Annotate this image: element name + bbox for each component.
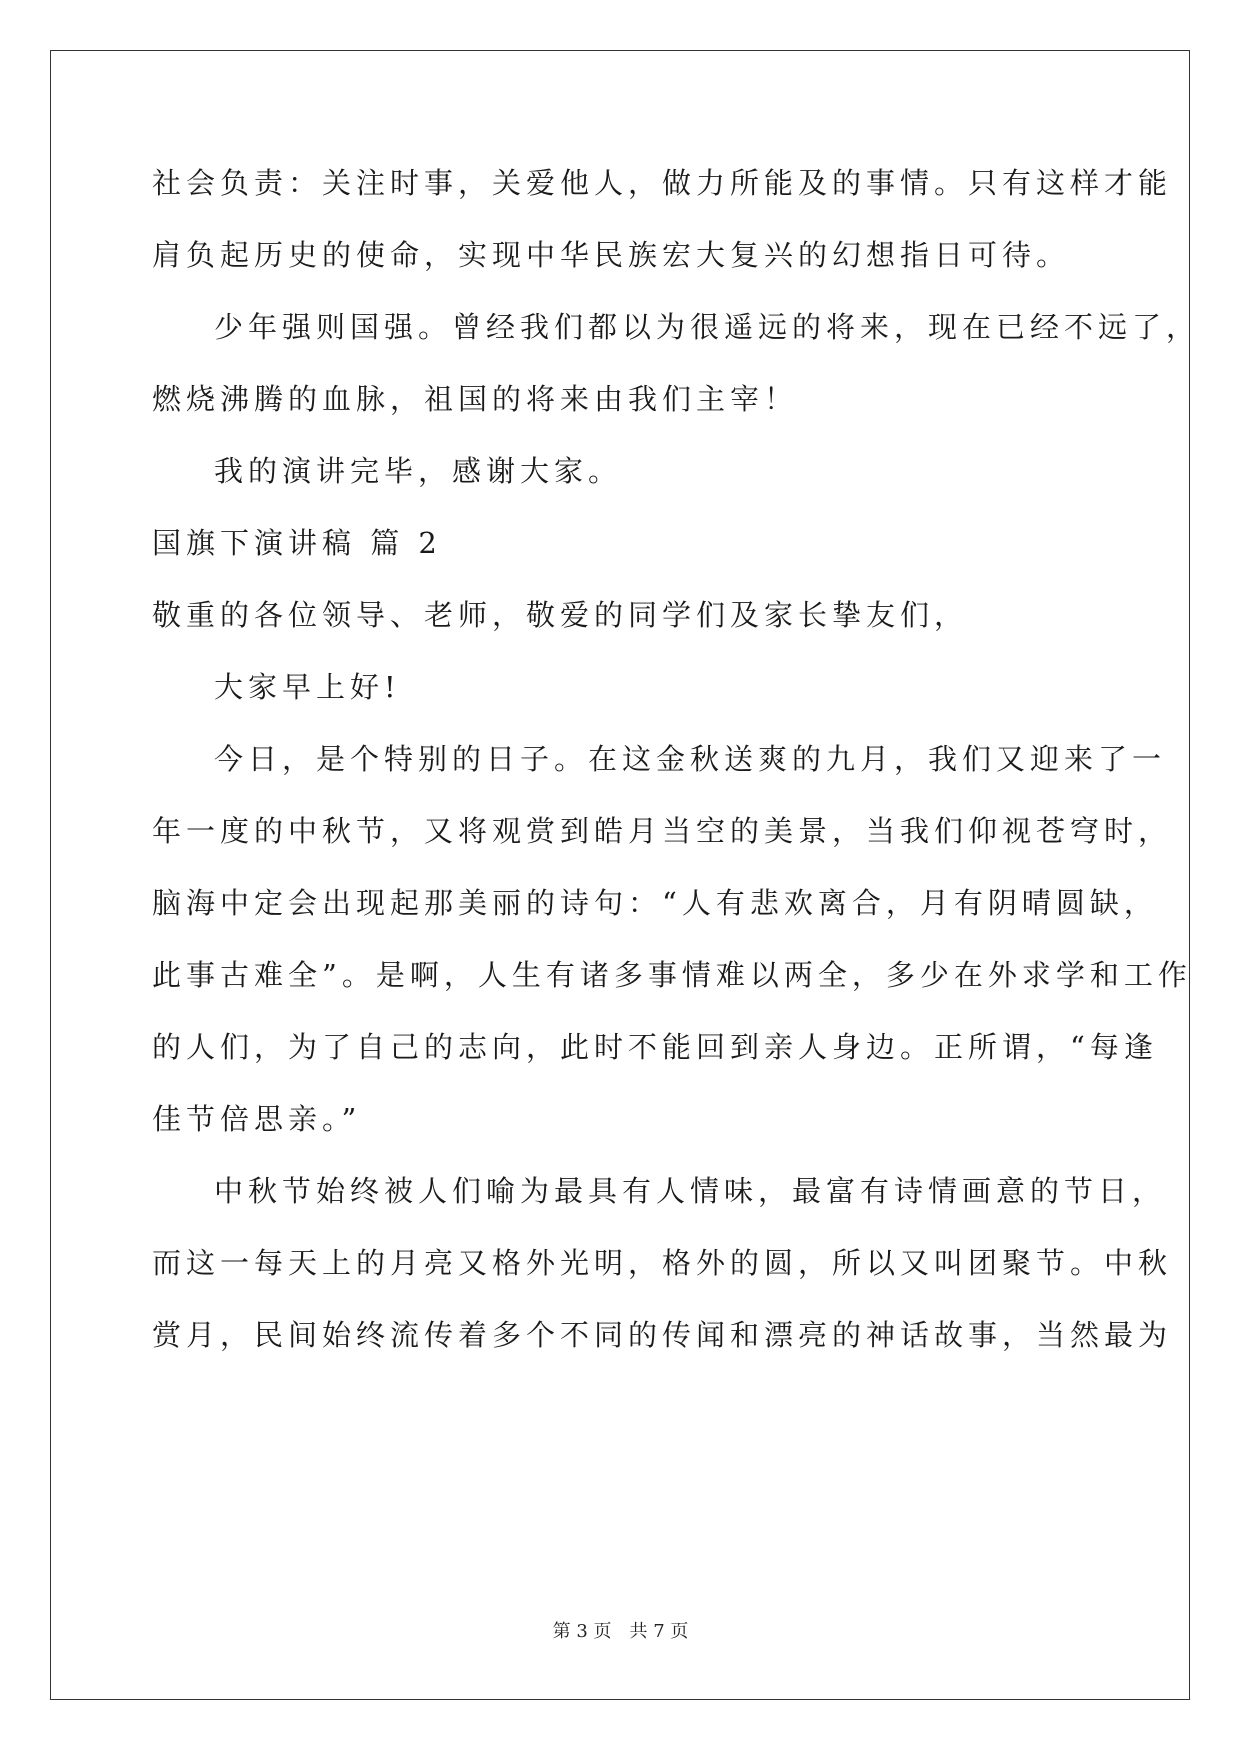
paragraph-line: 赏月，民间始终流传着多个不同的传闻和漂亮的神话故事，当然最为 — [152, 1318, 1173, 1352]
paragraph-line: 而这一每天上的月亮又格外光明，格外的圆，所以又叫团聚节。中秋 — [152, 1246, 1173, 1280]
paragraph-line: 佳节倍思亲。” — [152, 1102, 362, 1136]
salutation: 敬重的各位领导、老师，敬爱的同学们及家长挚友们， — [152, 598, 969, 632]
paragraph-line: 少年强则国强。曾经我们都以为很遥远的将来，现在已经不远了， — [214, 310, 1201, 344]
paragraph-line: 社会负责：关注时事，关爱他人，做力所能及的事情。只有这样才能 — [152, 166, 1173, 200]
paragraph-line: 肩负起历史的使命，实现中华民族宏大复兴的幻想指日可待。 — [152, 238, 1071, 272]
paragraph-line: 今日，是个特别的日子。在这金秋送爽的九月，我们又迎来了一 — [214, 742, 1167, 776]
paragraph-line: 脑海中定会出现起那美丽的诗句：“人有悲欢离合，月有阴晴圆缺， — [152, 886, 1158, 920]
paragraph-line: 我的演讲完毕，感谢大家。 — [214, 454, 623, 488]
greeting: 大家早上好! — [214, 670, 401, 704]
paragraph-line: 燃烧沸腾的血脉，祖国的将来由我们主宰！ — [152, 382, 799, 416]
page-border — [50, 50, 1190, 1700]
paragraph-line: 此事古难全”。是啊，人生有诸多事情难以两全，多少在外求学和工作 — [152, 958, 1192, 992]
section-heading: 国旗下演讲稿 篇 2 — [152, 526, 442, 560]
paragraph-line: 年一度的中秋节，又将观赏到皓月当空的美景，当我们仰视苍穹时， — [152, 814, 1173, 848]
paragraph-line: 中秋节始终被人们喻为最具有人情味，最富有诗情画意的节日， — [214, 1174, 1167, 1208]
paragraph-line: 的人们，为了自己的志向，此时不能回到亲人身边。正所谓，“每逢 — [152, 1030, 1158, 1064]
page-number-footer: 第 3 页 共 7 页 — [552, 1621, 689, 1642]
